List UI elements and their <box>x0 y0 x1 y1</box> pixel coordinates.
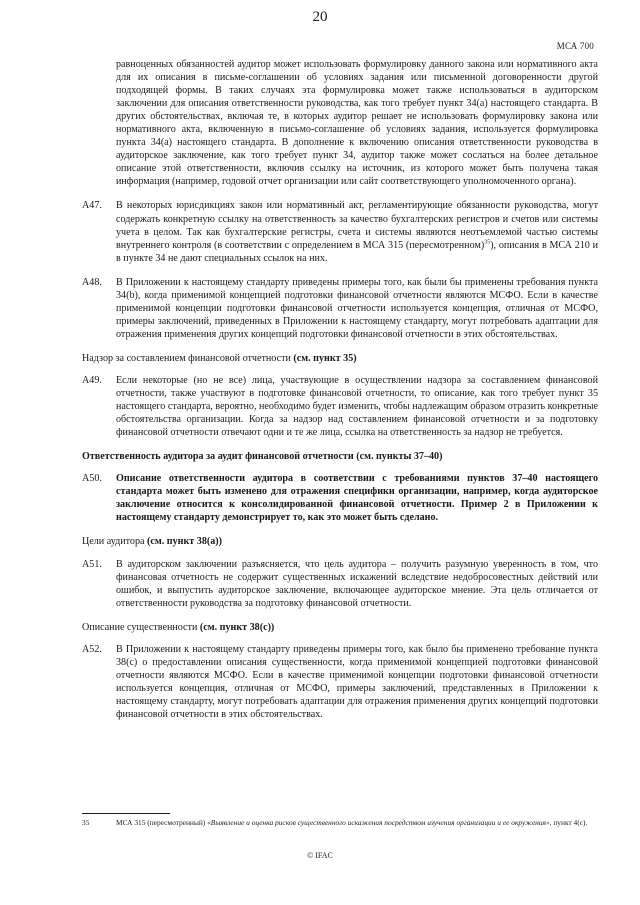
heading-reference: (см. пункт 35) <box>293 352 357 364</box>
section-heading-objectives <box>82 535 598 548</box>
paragraph-text: Описание ответственности аудитора в соответствии с требованиями пунктов 37–40 настоящего стандарта может быть изменено для отражения специфики организации, например, когда аудиторское заключение относится к консолидированной финансовой отчетности. Пример 2 в Приложении к настоящему стандарту демонстрирует то, как это может быть сделано. <box>116 473 598 524</box>
paragraph-text: В Приложении к настоящему стандарту приведены примеры того, как были бы применены требования пункта 34(b), когда применимой концепцией подготовки финансовой отчетности являются МСФО. Если в качестве применимой концепции подготовки финансовой отчетности используется концепция, отличная от МСФО, примеры заключений, приведенных в Приложении к настоящему стандарту, могут потребовать адаптации для отражения применения других концепций подготовки финансовой отчетности в этих обстоятельствах. <box>116 276 598 340</box>
paragraph-a50 <box>82 472 598 524</box>
paragraph-text-part: ), описания в МСА 210 и в пункте 34 не дают специальных ссылок на них. <box>116 239 598 264</box>
paragraph-label: A51. <box>82 558 102 570</box>
body-text <box>82 58 598 732</box>
paragraph-a47 <box>82 199 598 264</box>
paragraph-a49 <box>82 374 598 439</box>
heading-reference: (см. пункт 38(a)) <box>147 536 222 548</box>
document-code: МСА 700 <box>556 41 594 51</box>
paragraph-a52 <box>82 643 598 721</box>
paragraph-text-part: В некоторых юрисдикциях закон или нормативный акт, регламентирующие обязанности руководства, могут содержать конкретную ссылку на ответственность за качество бухгалтерских регистров и счетов или системы учета в целом. Так как бухгалтерские регистры, счета и системы являются неотъемлемой частью системы внутреннего контроля (в соответствии с определением в МСА 315 (пересмотренном) <box>116 200 598 251</box>
paragraph-a48 <box>82 276 598 341</box>
footnote-text-title: «Выявление и оценка рисков существенного искажения посредством изучения организации и ее окружения» <box>207 818 550 827</box>
heading-text: Цели аудитора <box>82 536 145 548</box>
heading-reference: (см. пункт 38(c)) <box>199 621 275 633</box>
paragraph-text: В аудиторском заключении разъясняется, что цель аудитора – получить разумную уверенность в том, что финансовая отчетность не содержит существенных искажений вследствие недобросовестных действий или ошибок, и выпустить аудиторское заключение, включающее аудиторское мнение. Эта цель отличается от ответственности руководства за подготовку финансовой отчетности. <box>116 558 598 609</box>
footnote-text <box>116 818 602 829</box>
paragraph-label: A48. <box>82 276 102 288</box>
section-heading-oversight <box>82 352 598 365</box>
section-heading-auditor-responsibility: Ответственность аудитора за аудит финансовой отчетности (см. пункты 37–40) <box>82 451 443 463</box>
footnote-divider <box>82 813 170 814</box>
footnote-number: 35 <box>82 818 90 827</box>
paragraph-label: A49. <box>82 374 102 386</box>
paragraph-label: A52. <box>82 643 102 655</box>
paragraph-text: В Приложении к настоящему стандарту приведены примеры того, как было бы применено требование пункта 38(c) о предоставлении описания существенности, когда применимой концепцией подготовки финансовой отчетности являются МСФО. Если в качестве применимой концепции подготовки финансовой отчетности используется концепция, отличная от МСФО, примеры заключений, представленных в Приложении к настоящему стандарту, могут потребовать адаптации для отражения применения других концепций подготовки финансовой отчетности в этих обстоятельствах. <box>116 643 598 720</box>
footnote <box>82 818 602 829</box>
paragraph-label: A50. <box>82 473 102 485</box>
heading-text: Описание существенности <box>82 621 198 633</box>
heading-text: Надзор за составлением финансовой отчетности <box>82 352 291 364</box>
paragraph-continued: равноценных обязанностей аудитор может использовать формулировку данного закона или нормативного акта для их описания в письме-соглашении об условиях задания или письменной договоренности другой подходящей формы. В таких случаях эта формулировка может также использоваться в аудиторском заключении для описания ответственности руководства, как того требует пункт 34(a) настоящего стандарта. В других обстоятельствах, включая те, в которых аудитор решает не использовать формулировку закона или нормативного акта, включенную в письмо-соглашение об условиях задания, используется формулировка пункта 34(a) настоящего стандарта. В дополнение к включению описания ответственности руководства в аудиторское заключение, как того требует пункт 34, аудитор также может сослаться на более детальное описание этой ответственности, включив ссылку на источник, из которого может быть получена такая информация (например, годовой отчет организации или сайт соответствующего уполномоченного органа). <box>116 59 598 188</box>
copyright-footer: © IFAC <box>307 851 333 860</box>
footnote-text-end: , пункт 4(c). <box>549 818 588 827</box>
footnote-text-plain: МСА 315 (пересмотренный) <box>116 818 208 827</box>
section-heading-materiality <box>82 621 598 634</box>
paragraph-text <box>116 199 598 264</box>
footnote-reference[interactable]: 35 <box>484 239 491 246</box>
paragraph-a51 <box>82 558 598 610</box>
paragraph-text: Если некоторые (но не все) лица, участвующие в осуществлении надзора за составлением финансовой отчетности, также участвуют в подготовке финансовой отчетности, то описание, как того требует пункт 35 настоящего стандарта, вероятно, необходимо будет изменить, чтобы надлежащим образом отразить конкретные обстоятельства организации. Когда за надзор над составлением финансовой отчетности и за подготовку финансовой отчетности отвечают одни и те же лица, ссылка на ответственность за надзор не требуется. <box>116 374 598 439</box>
page-number: 20 <box>312 9 328 25</box>
paragraph-label: A47. <box>82 200 102 212</box>
